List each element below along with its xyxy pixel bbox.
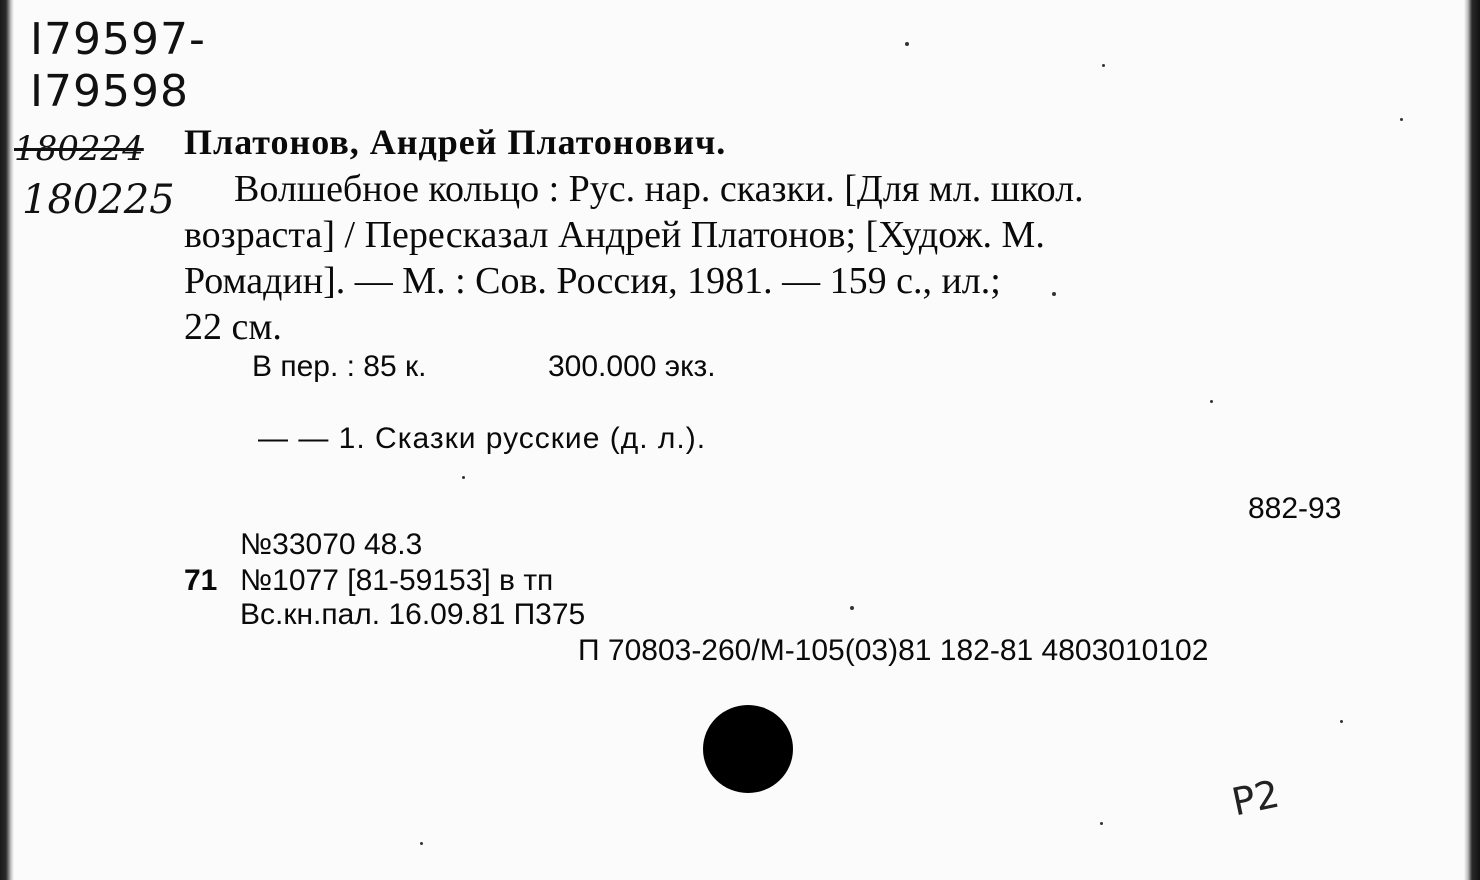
subject-heading: — — 1. Сказки русские (д. л.).: [258, 422, 707, 455]
inventory-number-4: 180225: [22, 177, 175, 223]
scan-speck: [1400, 118, 1403, 121]
registry-line-3: Вс.кн.пал. 16.09.81 П375: [240, 598, 586, 631]
right-edge-shadow: [1464, 0, 1480, 880]
left-edge-shadow: [0, 0, 14, 880]
scan-speck: [1340, 720, 1343, 723]
scan-speck: [420, 842, 423, 845]
scan-speck: [1052, 292, 1056, 296]
print-run: 300.000 экз.: [548, 350, 716, 383]
price-line: В пер. : 85 к.: [252, 350, 427, 383]
class-number: 882-93: [1248, 492, 1342, 525]
inventory-number-1: I79597-: [30, 14, 206, 65]
inventory-number-2: I79598: [30, 66, 189, 117]
registry-prefix: 71: [184, 564, 218, 597]
registry-line-1: №33070 48.3: [240, 528, 423, 561]
registry-line-4: П 70803-260/М-105(03)81 182-81 4803010102: [578, 634, 1209, 667]
corner-pencil-mark: Р2: [1227, 771, 1284, 825]
scan-speck: [1100, 822, 1103, 825]
title-line-1: Волшебное кольцо : Рус. нар. сказки. [Для мл. школ.: [234, 168, 1084, 210]
scan-speck: [1102, 64, 1105, 67]
scan-speck: [850, 606, 854, 610]
title-line-4: 22 см.: [184, 306, 282, 348]
scan-speck: [462, 476, 465, 479]
scan-speck: [1210, 400, 1213, 403]
registry-line-2: №1077 [81-59153] в тп: [240, 564, 554, 597]
title-line-2: возраста] / Пересказал Андрей Платонов; [Худож. М.: [184, 214, 1045, 256]
punch-hole: [703, 705, 793, 793]
inventory-number-crossed: 180224: [14, 129, 144, 169]
scan-speck: [905, 42, 909, 46]
author-heading: Платонов, Андрей Платонович.: [184, 122, 727, 162]
title-line-3: Ромадин]. — М. : Сов. Россия, 1981. — 159 с., ил.;: [184, 260, 1001, 302]
